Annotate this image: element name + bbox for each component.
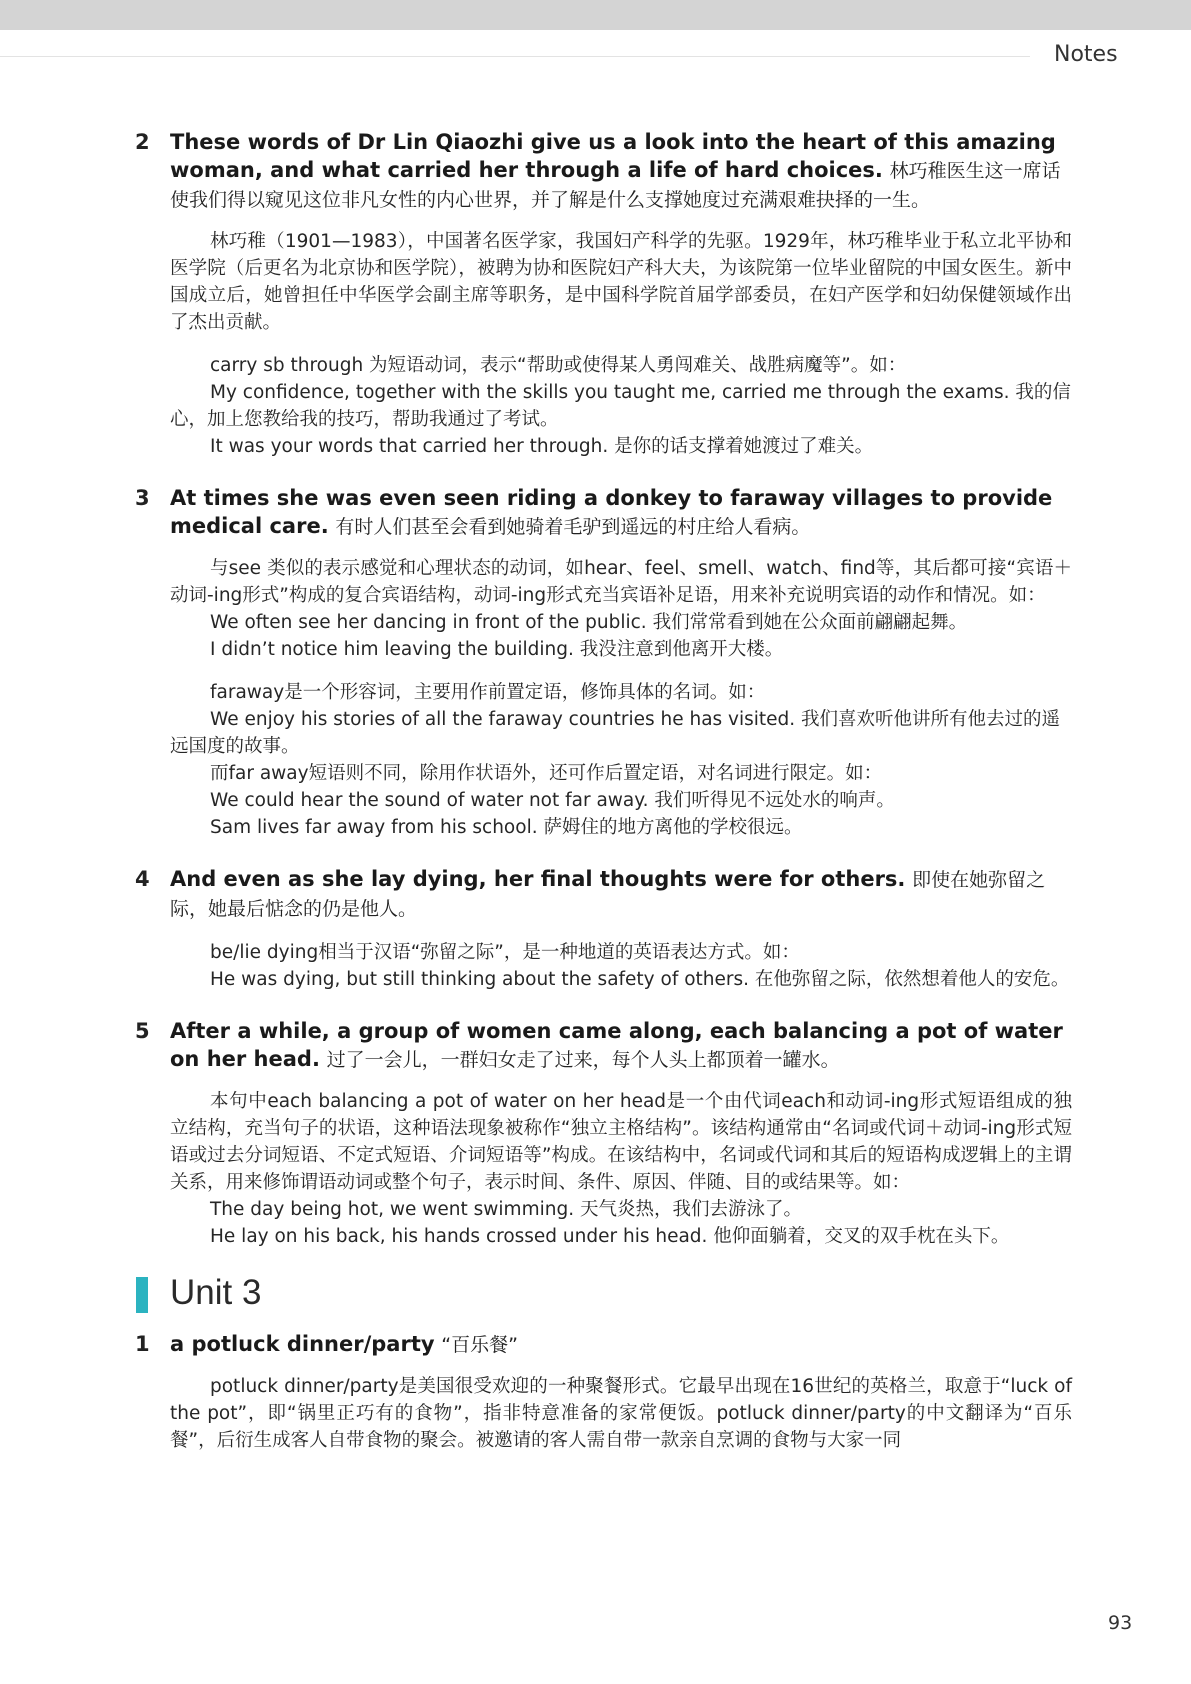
example-line: We enjoy his stories of all the faraway countries he has visited. 我们喜欢听他讲所有他去过的遥远国度的故事。 <box>170 709 1061 757</box>
example-line: We could hear the sound of water not far away. 我们听得见不远处水的响声。 <box>210 790 895 811</box>
note-sentence-en: And even as she lay dying, her final thoughts were for others. <box>170 867 906 891</box>
note-5 <box>135 1017 1072 1250</box>
spacer <box>170 663 1072 679</box>
example-line: We often see her dancing in front of the public. 我们常常看到她在公众面前翩翩起舞。 <box>210 612 968 633</box>
header-rule <box>0 56 1030 57</box>
note-heading <box>170 1330 1072 1359</box>
note-translation: “百乐餐” <box>441 1334 518 1356</box>
note-sentence-en: a potluck dinner/party <box>170 1332 435 1356</box>
note-sentence-en: At times she was even seen riding a donkey to faraway villages to provide medical care. <box>170 486 1053 538</box>
spacer <box>170 923 1072 939</box>
note-heading <box>170 484 1072 541</box>
note-number: 1 <box>135 1332 150 1356</box>
example-line: 而far away短语则不同，除用作状语外，还可作后置定语，对名词进行限定。如： <box>210 763 883 784</box>
note-number: 2 <box>135 130 150 154</box>
note-heading <box>170 865 1072 923</box>
note-3 <box>135 484 1072 841</box>
unit-heading <box>135 1274 1072 1316</box>
note-translation: 即使在她弥留之际，她最后惦念的仍是他人。 <box>170 869 1046 920</box>
note-translation: 林巧稚医生这一席话使我们得以窥见这位非凡女性的内心世界，并了解是什么支撑她度过充满艰难抉择的一生。 <box>170 160 1061 211</box>
note-number: 4 <box>135 867 150 891</box>
example-line: He was dying, but still thinking about the safety of others. 在他弥留之际，依然想着他人的安危。 <box>210 969 1070 990</box>
unit-title: Unit 3 <box>170 1273 262 1312</box>
spacer <box>170 336 1072 352</box>
note-2 <box>135 128 1072 460</box>
notes-content <box>135 128 1072 1454</box>
note-heading <box>170 128 1072 214</box>
note-translation: 过了一会儿，一群妇女走了过来，每个人头上都顶着一罐水。 <box>326 1049 840 1071</box>
note-paragraph: 与see 类似的表示感觉和心理状态的动词，如hear、feel、smell、watch、find等，其后都可接“宾语＋动词-ing形式”构成的复合宾语结构，动词-ing形式充当宾语补足语，用来补充说明宾语的动作和情况。如： <box>170 558 1072 606</box>
top-bar <box>0 0 1191 30</box>
example-line: I didn’t notice him leaving the building. 我没注意到他离开大楼。 <box>210 639 784 660</box>
note-number: 3 <box>135 486 150 510</box>
example-line: The day being hot, we went swimming. 天气炎热，我们去游泳了。 <box>210 1199 802 1220</box>
unit-note-1 <box>135 1330 1072 1454</box>
example-line: Sam lives far away from his school. 萨姆住的地方离他的学校很远。 <box>210 817 803 838</box>
note-paragraph: 林巧稚（1901—1983），中国著名医学家，我国妇产科学的先驱。1929年，林巧稚毕业于私立北平协和医学院（后更名为北京协和医学院），被聘为协和医院妇产科大夫，为该院第一位毕业留院的中国女医生。新中国成立后，她曾担任中华医学会副主席等职务，是中国科学院首届学部委员，在妇产医学和妇幼保健领域作出了杰出贡献。 <box>170 231 1072 333</box>
example-line: It was your words that carried her through. 是你的话支撑着她渡过了难关。 <box>210 436 874 457</box>
example-line: faraway是一个形容词，主要用作前置定语，修饰具体的名词。如： <box>210 682 766 703</box>
note-sentence-en: These words of Dr Lin Qiaozhi give us a look into the heart of this amazing woman, and what carried her through a life of hard choices. <box>170 130 1056 182</box>
unit-accent-bar <box>136 1277 148 1313</box>
example-line: My confidence, together with the skills you taught me, carried me through the exams. 我的信心，加上您教给我的技巧，帮助我通过了考试。 <box>170 382 1071 430</box>
note-paragraph: potluck dinner/party是美国很受欢迎的一种聚餐形式。它最早出现在16世纪的英格兰，取意于“luck of the pot”，即“锅里正巧有的食物”，指非特意准备的家常便饭。potluck dinner/party的中文翻译为“百乐餐”，后衍生成客人自带食物的聚会。被邀请的客人需自带一款亲自烹调的食物与大家一同 <box>170 1376 1072 1451</box>
note-4 <box>135 865 1072 993</box>
note-number: 5 <box>135 1019 150 1043</box>
note-translation: 有时人们甚至会看到她骑着毛驴到遥远的村庄给人看病。 <box>335 516 811 538</box>
section-label: Notes <box>1054 42 1118 67</box>
note-sentence-en: After a while, a group of women came along, each balancing a pot of water on her head. <box>170 1019 1063 1071</box>
example-line: be/lie dying相当于汉语“弥留之际”，是一种地道的英语表达方式。如： <box>210 942 800 963</box>
note-heading <box>170 1017 1072 1074</box>
page-number: 93 <box>1108 1612 1133 1634</box>
example-line: He lay on his back, his hands crossed under his head. 他仰面躺着，交叉的双手枕在头下。 <box>210 1226 1010 1247</box>
note-paragraph: 本句中each balancing a pot of water on her head是一个由代词each和动词-ing形式短语组成的独立结构，充当句子的状语，这种语法现象被称作“独立主格结构”。该结构通常由“名词或代词＋动词-ing形式短语或过去分词短语、不定式短语、介词短语等”构成。在该结构中，名词或代词和其后的短语构成逻辑上的主谓关系，用来修饰谓语动词或整个句子，表示时间、条件、原因、伴随、目的或结果等。如： <box>170 1091 1072 1193</box>
example-line: carry sb through 为短语动词，表示“帮助或使得某人勇闯难关、战胜病魔等”。如： <box>210 355 907 376</box>
